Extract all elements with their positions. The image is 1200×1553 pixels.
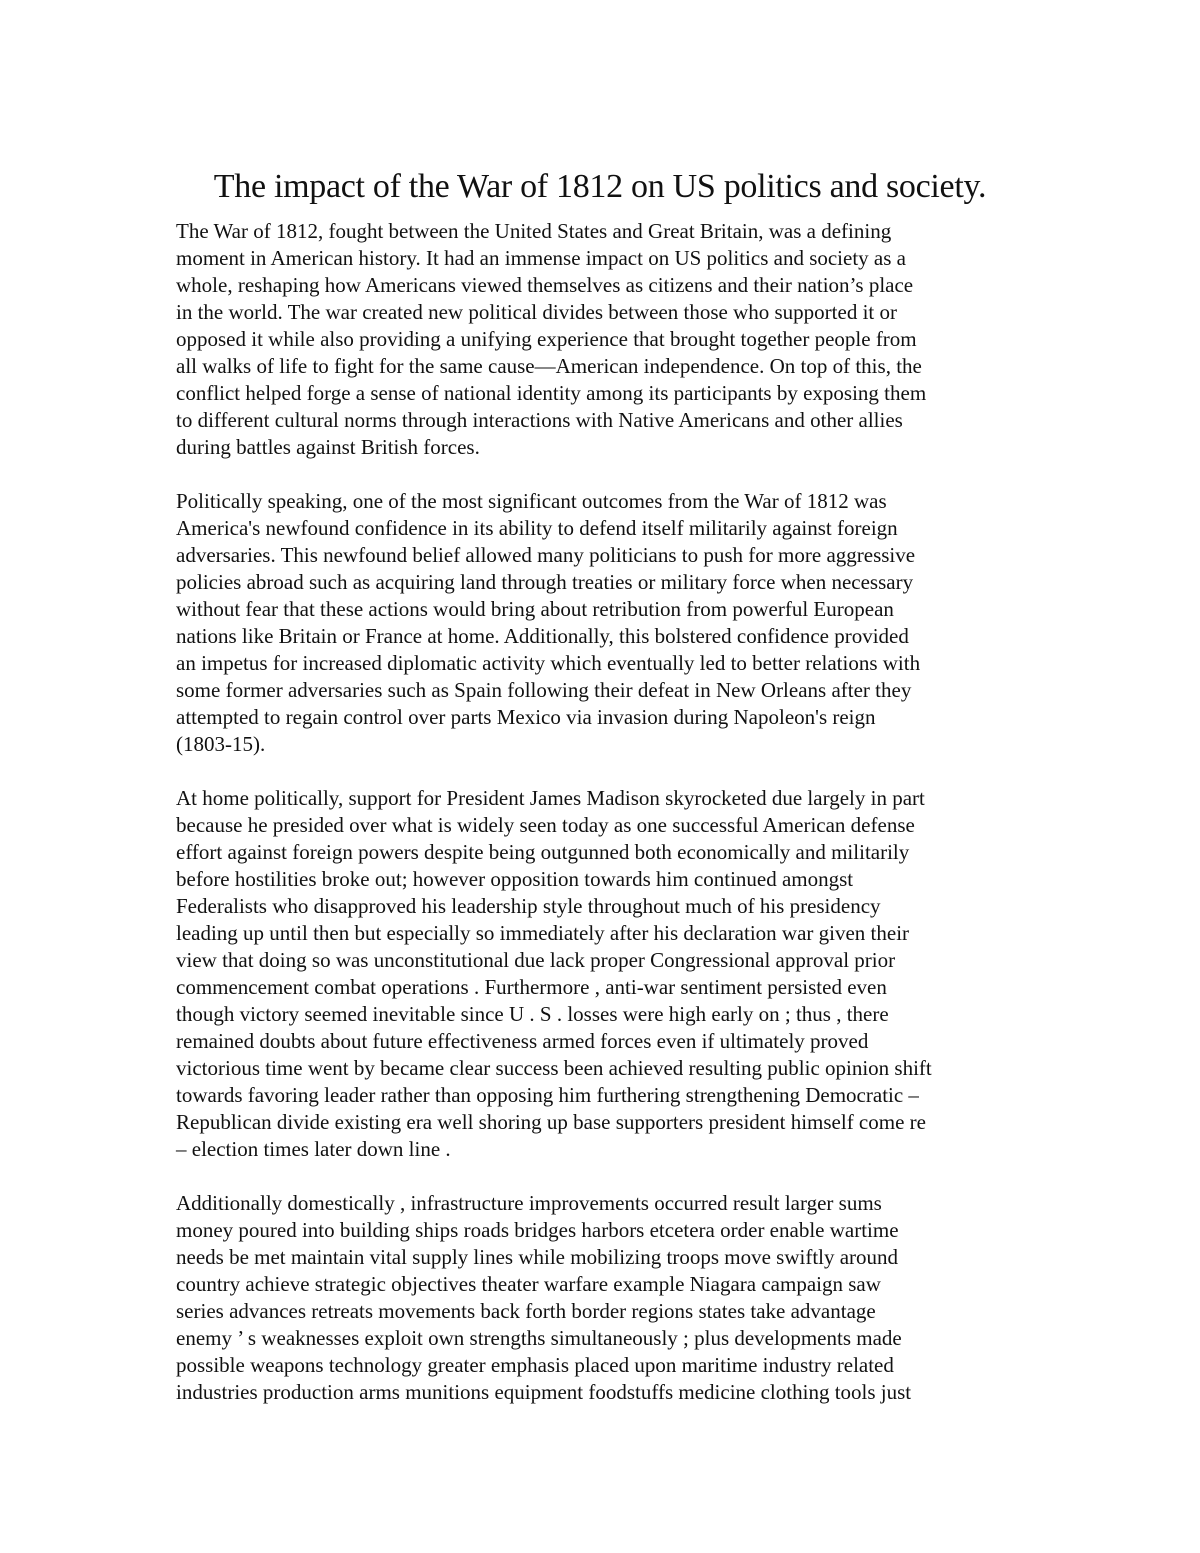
text-line: some former adversaries such as Spain following their defeat in New Orleans after they — [176, 678, 912, 702]
paragraph-4 — [176, 1190, 1038, 1406]
document-body — [176, 218, 1038, 1433]
text-line: during battles against British forces. — [176, 435, 480, 459]
text-line: needs be met maintain vital supply lines while mobilizing troops move swiftly around — [176, 1245, 899, 1269]
text-line: Politically speaking, one of the most significant outcomes from the War of 1812 was — [176, 489, 887, 513]
text-line: because he presided over what is widely seen today as one successful American defense — [176, 813, 915, 837]
text-line: enemy ’ s weaknesses exploit own strengths simultaneously ; plus developments made — [176, 1326, 902, 1350]
text-line: leading up until then but especially so immediately after his declaration war given their — [176, 921, 910, 945]
text-line: adversaries. This newfound belief allowed many politicians to push for more aggressive — [176, 543, 916, 567]
text-line: – election times later down line . — [176, 1137, 451, 1161]
text-line: possible weapons technology greater emphasis placed upon maritime industry related — [176, 1353, 894, 1377]
text-line: attempted to regain control over parts Mexico via invasion during Napoleon's reign — [176, 705, 876, 729]
text-line: without fear that these actions would bring about retribution from powerful European — [176, 597, 894, 621]
text-line: towards favoring leader rather than opposing him furthering strengthening Democratic – — [176, 1083, 919, 1107]
text-line: money poured into building ships roads bridges harbors etcetera order enable wartime — [176, 1218, 899, 1242]
text-line: moment in American history. It had an immense impact on US politics and society as a — [176, 246, 906, 270]
text-line: opposed it while also providing a unifying experience that brought together people from — [176, 327, 917, 351]
text-line: all walks of life to fight for the same cause—American independence. On top of this, the — [176, 354, 922, 378]
text-line: America's newfound confidence in its ability to defend itself militarily against foreign — [176, 516, 898, 540]
text-line: (1803-15). — [176, 732, 266, 756]
text-line: before hostilities broke out; however opposition towards him continued amongst — [176, 867, 854, 891]
text-line: policies abroad such as acquiring land through treaties or military force when necessary — [176, 570, 914, 594]
text-line: conflict helped forge a sense of national identity among its participants by exposing them — [176, 381, 927, 405]
text-line: Federalists who disapproved his leadership style throughout much of his presidency — [176, 894, 881, 918]
text-line: whole, reshaping how Americans viewed themselves as citizens and their nation’s place — [176, 273, 914, 297]
text-line: though victory seemed inevitable since U . S . losses were high early on ; thus , there — [176, 1002, 889, 1026]
text-line: country achieve strategic objectives theater warfare example Niagara campaign saw — [176, 1272, 881, 1296]
text-line: nations like Britain or France at home. Additionally, this bolstered confidence provided — [176, 624, 909, 648]
document-title: The impact of the War of 1812 on US politics and society. — [213, 168, 987, 205]
paragraph-1 — [176, 218, 1038, 461]
paragraph-3 — [176, 785, 1038, 1163]
text-line: industries production arms munitions equipment foodstuffs medicine clothing tools just — [176, 1380, 912, 1404]
text-line: The War of 1812, fought between the United States and Great Britain, was a defining — [176, 219, 892, 243]
text-line: view that doing so was unconstitutional due lack proper Congressional approval prior — [176, 948, 896, 972]
text-line: series advances retreats movements back forth border regions states take advantage — [176, 1299, 876, 1323]
text-line: remained doubts about future effectiveness armed forces even if ultimately proved — [176, 1029, 869, 1053]
text-line: Additionally domestically , infrastructure improvements occurred result larger sums — [176, 1191, 882, 1215]
paragraph-2 — [176, 488, 1038, 758]
text-line: in the world. The war created new political divides between those who supported it or — [176, 300, 897, 324]
text-line: to different cultural norms through interactions with Native Americans and other allies — [176, 408, 903, 432]
text-line: Republican divide existing era well shoring up base supporters president himself come re — [176, 1110, 926, 1134]
text-line: commencement combat operations . Furthermore , anti-war sentiment persisted even — [176, 975, 887, 999]
text-line: At home politically, support for President James Madison skyrocketed due largely in part — [176, 786, 925, 810]
text-line: effort against foreign powers despite being outgunned both economically and militarily — [176, 840, 910, 864]
text-line: an impetus for increased diplomatic activity which eventually led to better relations with — [176, 651, 921, 675]
text-line: victorious time went by became clear success been achieved resulting public opinion shift — [176, 1056, 932, 1080]
